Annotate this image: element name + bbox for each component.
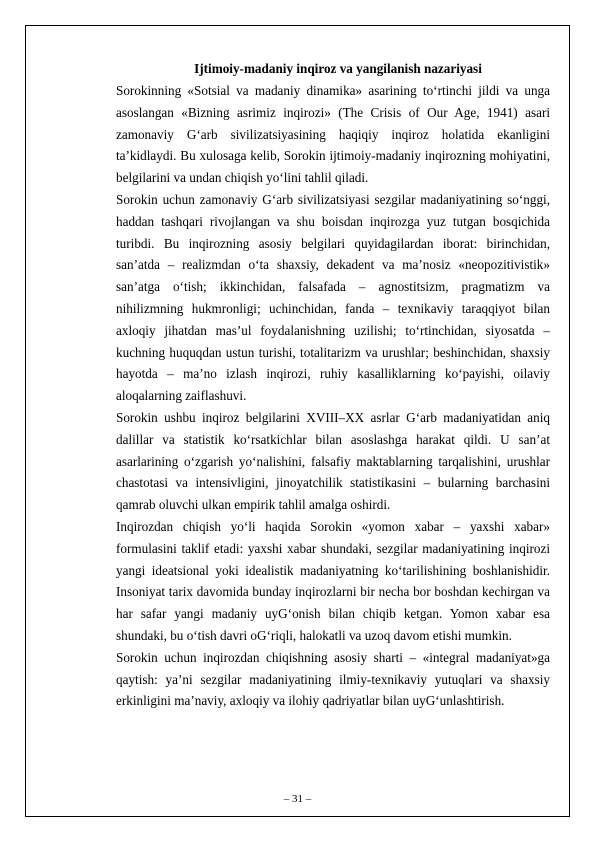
paragraph-wrapper <box>116 407 550 516</box>
paragraph: Sorokinning «Sotsial va madaniy dinamika» asarining to‘rtinchi jildi va unga asoslangan «Bizning asrimiz inqirozi» (The Crisis of Our Age, 1941) asari zamonaviy G‘arb sivilizatsiyasining haqiqiy inqiroz holatida ekanligini ta’kidlaydi. Bu xulosaga kelib, Sorokin ijtimoiy-madaniy inqirozning mohiyatini, belgilarini va undan chiqish yo‘lini tahlil qiladi. <box>116 83 550 186</box>
paragraph: Sorokin ushbu inqiroz belgilarini XVIII–XX asrlar G‘arb madaniyatidan aniq dalillar va statistik ko‘rsatkichlar bilan asoslashga harakat qildi. U san’at asarlarining o‘zgarish yo‘nalishini, falsafiy maktablarning tarqalishini, urushlar chastotasi va intensivligini, jinoyatchilik statistikasini – bularning barchasini qamrab oluvchi ulkan empirik tahlil amalga oshirdi. <box>116 409 550 513</box>
paragraph-wrapper <box>116 647 550 712</box>
paragraph-wrapper <box>116 189 550 407</box>
page-number: – 31 – <box>283 793 312 805</box>
section-title: Ijtimoiy-madaniy inqiroz va yangilanish nazariyasi <box>194 61 482 76</box>
paragraph-wrapper <box>116 80 550 189</box>
paragraph: Sorokin uchun inqirozdan chiqishning asosiy sharti – «integral madaniyat»ga qaytish: ya’ni sezgilar madaniyatining ilmiy-texnikaviy yutuqlari va shaxsiy erkinligini ma’naviy, axloqiy va ilohiy qadriyatlar bilan uyG‘unlashtirish. <box>116 649 550 709</box>
paragraph: Sorokin uchun zamonaviy G‘arb sivilizatsiyasi sezgilar madaniyatining so‘nggi, haddan tashqari rivojlangan va shu boisdan inqirozga yuz tutgan bosqichida turibdi. Bu inqirozning asosiy belgilari quyidagilardan iborat: birinchidan, san’atda – realizmdan o‘ta shaxsiy, dekadent va ma’nosiz «neopozitivistik» san’atga o‘tish; ikkinchidan, falsafada – agnostitsizm, pragmatizm va nihilizmning hukmronligi; uchinchidan, fanda – texnikaviy taraqqiyot bilan axloqiy jihatdan mas’ul foydalanishning uzilishi; to‘rtinchidan, siyosatda – kuchning huquqdan ustun turishi, totalitarizm va urushlar; beshinchidan, shaxsiy hayotda – ma’no izlash inqirozi, ruhiy kasalliklarning ko‘payishi, oilaviy aloqalarning zaiflashuvi. <box>116 191 550 404</box>
document-body <box>116 58 550 712</box>
paragraph-wrapper <box>116 516 550 647</box>
paragraph: Inqirozdan chiqish yo‘li haqida Sorokin «yomon xabar – yaxshi xabar» formulasini taklif etadi: yaxshi xabar shundaki, sezgilar madaniyatining inqirozi yangi ideatsional yoki idealistik madaniyatning ko‘tarilishining boshlanishidir. Insoniyat tarix davomida bunday inqirozlarni bir necha bor boshdan kechirgan va har safar yangi madaniy uyG‘onish bilan chiqib ketgan. Yomon xabar esa shundaki, bu o‘tish davri oG‘riqli, halokatli va uzoq davom etishi mumkin. <box>116 518 550 643</box>
